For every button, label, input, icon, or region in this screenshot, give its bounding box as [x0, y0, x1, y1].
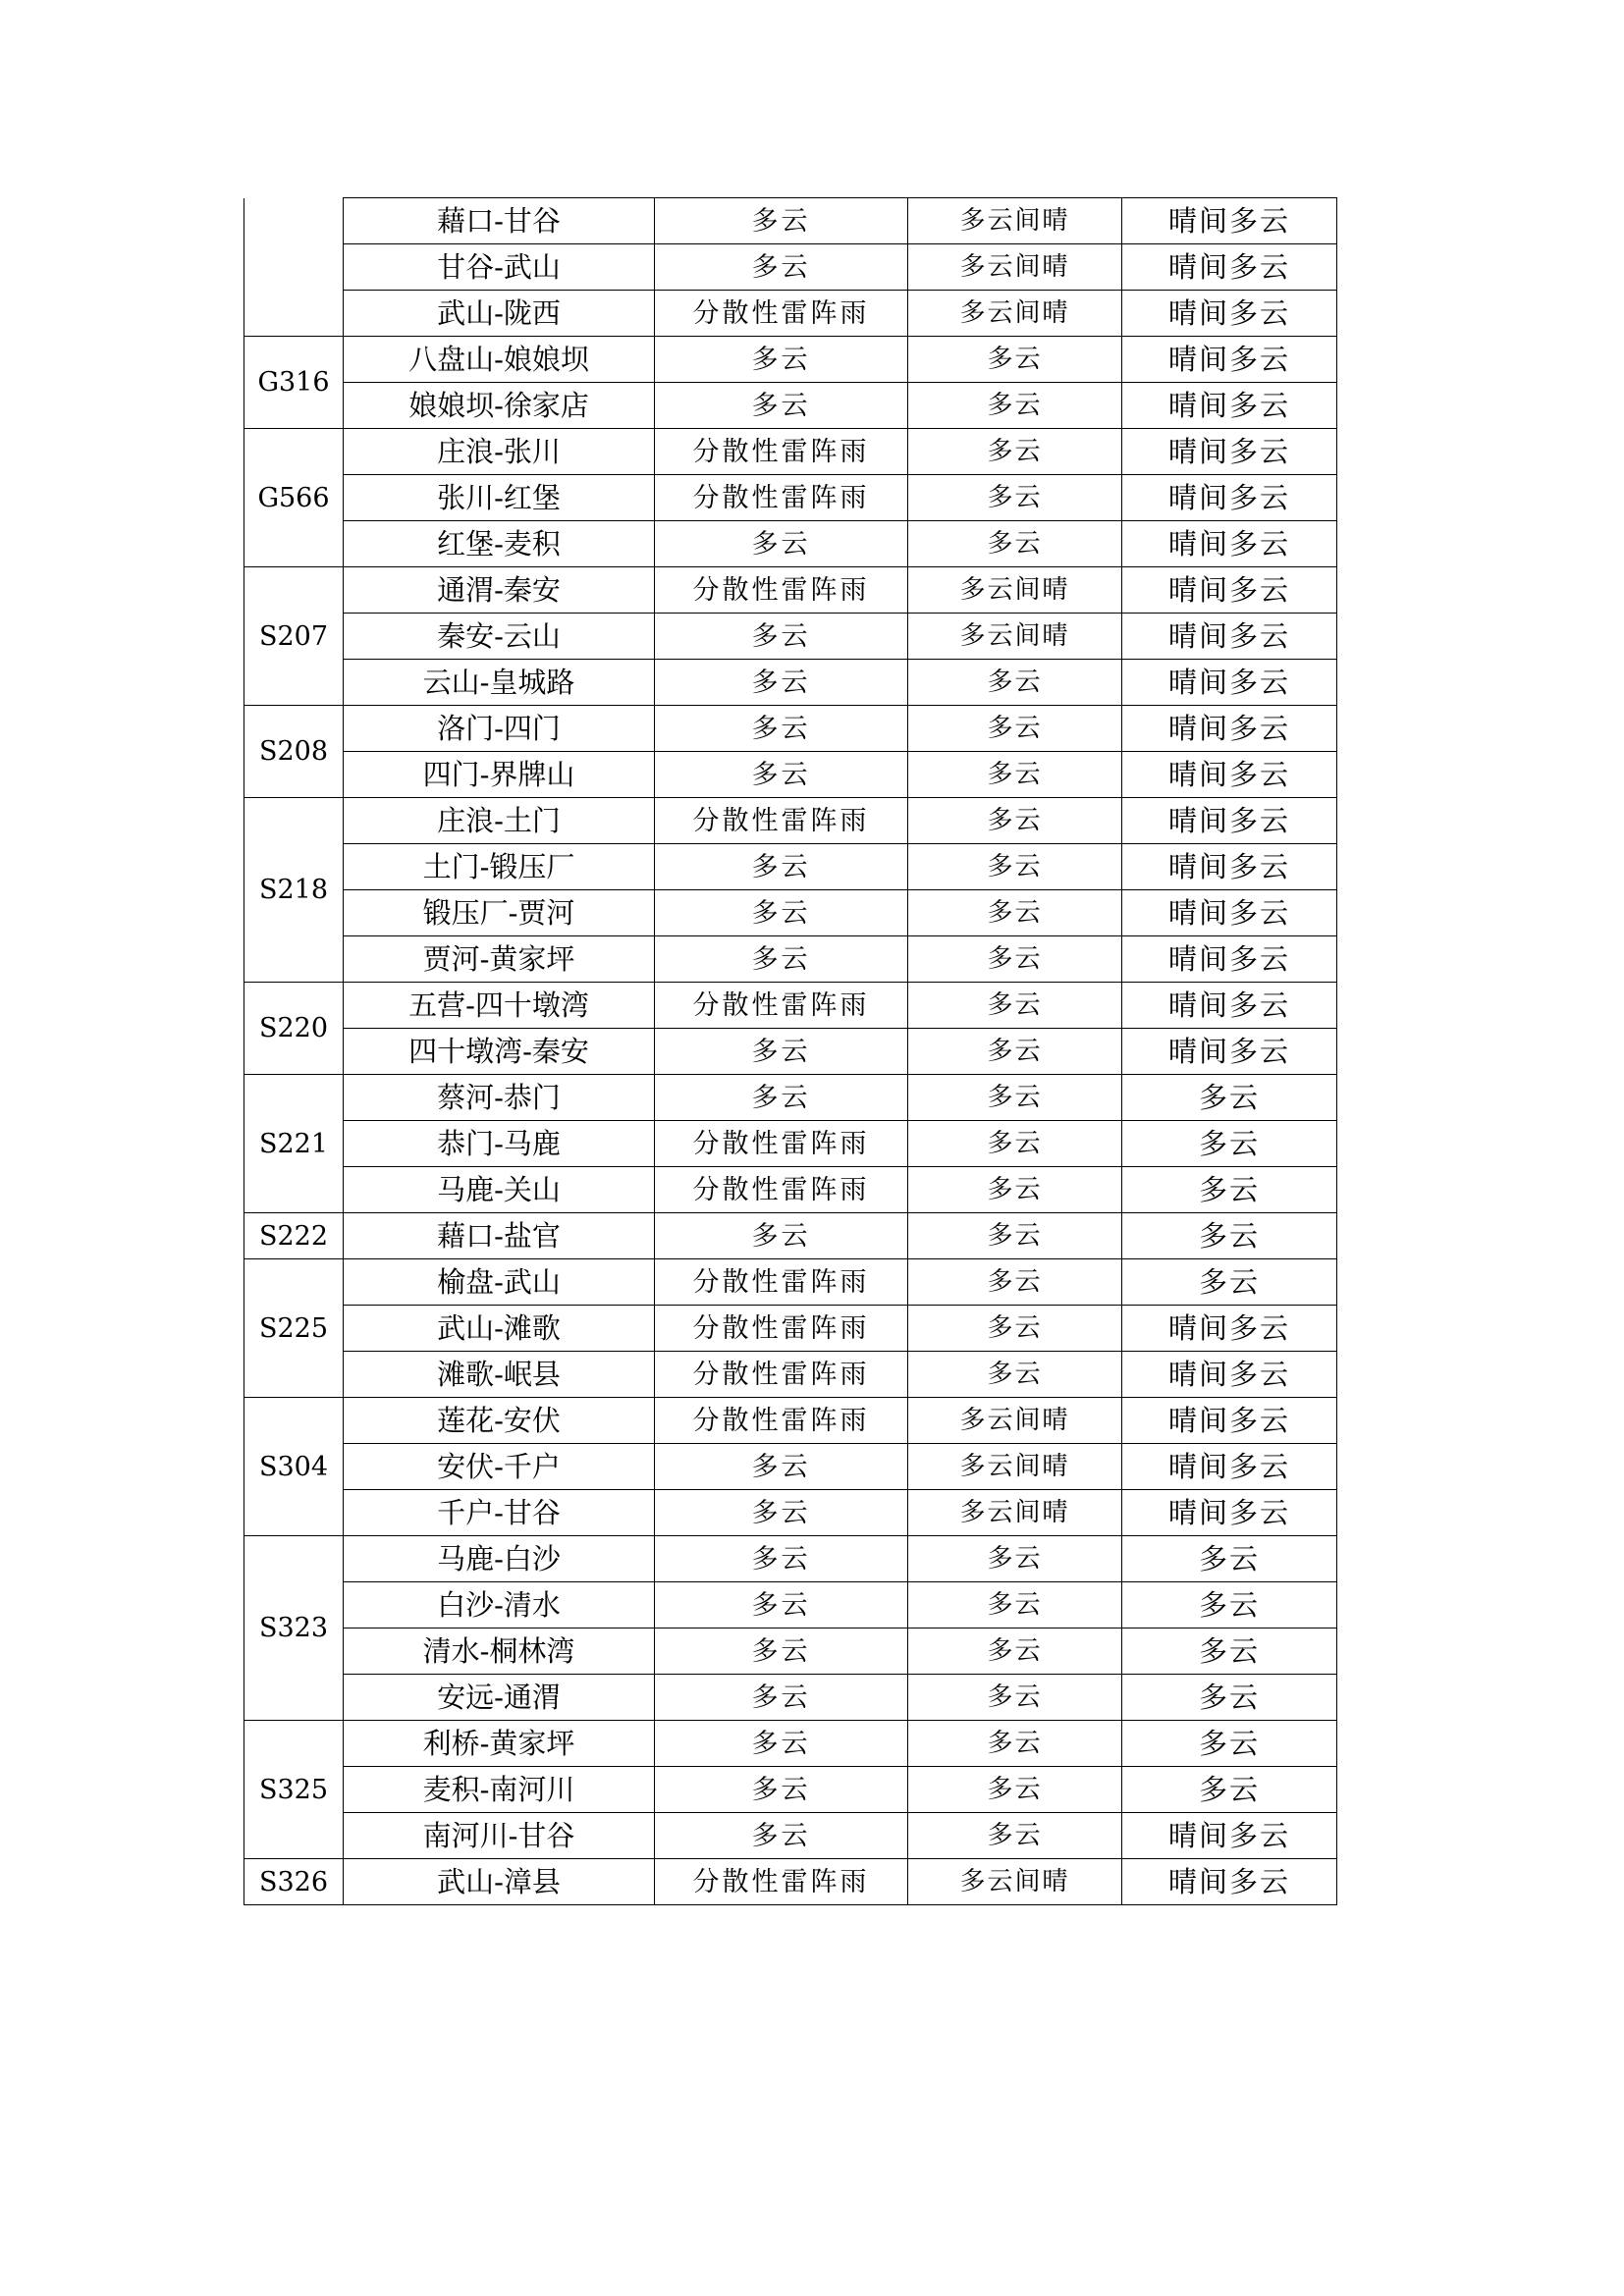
table-row — [244, 614, 1337, 660]
table-row — [244, 798, 1337, 844]
segment-cell: 庄浪-土门 — [344, 798, 655, 844]
table-row — [244, 890, 1337, 936]
weather-period-1-cell: 分散性雷阵雨 — [655, 1121, 908, 1167]
weather-period-2-cell: 多云 — [908, 1075, 1122, 1121]
road-code-cell: S326 — [244, 1859, 344, 1905]
weather-period-1-cell: 多云 — [655, 1029, 908, 1075]
weather-period-2-cell: 多云间晴 — [908, 1398, 1122, 1444]
weather-period-3-cell: 晴间多云 — [1122, 244, 1337, 291]
weather-period-2-cell: 多云 — [908, 1675, 1122, 1721]
weather-period-2-cell: 多云 — [908, 1767, 1122, 1813]
segment-cell: 贾河-黄家坪 — [344, 936, 655, 983]
weather-period-2-cell: 多云 — [908, 983, 1122, 1029]
weather-period-1-cell: 多云 — [655, 383, 908, 429]
weather-period-2-cell: 多云间晴 — [908, 1444, 1122, 1490]
segment-cell: 麦积-南河川 — [344, 1767, 655, 1813]
weather-period-3-cell: 晴间多云 — [1122, 1306, 1337, 1352]
weather-period-3-cell: 晴间多云 — [1122, 1398, 1337, 1444]
weather-period-2-cell: 多云 — [908, 936, 1122, 983]
weather-period-2-cell: 多云 — [908, 1121, 1122, 1167]
weather-period-1-cell: 多云 — [655, 244, 908, 291]
segment-cell: 土门-锻压厂 — [344, 844, 655, 890]
weather-period-2-cell: 多云间晴 — [908, 244, 1122, 291]
weather-period-2-cell: 多云 — [908, 798, 1122, 844]
road-code-cell: S225 — [244, 1259, 344, 1398]
road-code-cell: S220 — [244, 983, 344, 1075]
table-row — [244, 1721, 1337, 1767]
weather-period-2-cell: 多云 — [908, 1813, 1122, 1859]
weather-period-3-cell: 晴间多云 — [1122, 890, 1337, 936]
table-row — [244, 475, 1337, 521]
weather-period-3-cell: 晴间多云 — [1122, 567, 1337, 614]
road-code-cell: S208 — [244, 706, 344, 798]
weather-period-3-cell: 晴间多云 — [1122, 521, 1337, 567]
weather-period-1-cell: 分散性雷阵雨 — [655, 291, 908, 337]
table-row — [244, 1629, 1337, 1675]
weather-period-2-cell: 多云 — [908, 1352, 1122, 1398]
weather-period-3-cell: 晴间多云 — [1122, 337, 1337, 383]
table-row — [244, 1582, 1337, 1629]
table-row — [244, 1259, 1337, 1306]
table-row — [244, 1767, 1337, 1813]
weather-period-1-cell: 多云 — [655, 614, 908, 660]
weather-period-1-cell: 分散性雷阵雨 — [655, 567, 908, 614]
segment-cell: 五营-四十墩湾 — [344, 983, 655, 1029]
weather-period-1-cell: 分散性雷阵雨 — [655, 1306, 908, 1352]
table-row — [244, 1813, 1337, 1859]
weather-period-1-cell: 分散性雷阵雨 — [655, 1859, 908, 1905]
road-code-cell: S218 — [244, 798, 344, 983]
table-row — [244, 337, 1337, 383]
weather-period-2-cell: 多云 — [908, 706, 1122, 752]
weather-period-1-cell: 多云 — [655, 337, 908, 383]
weather-period-2-cell: 多云 — [908, 383, 1122, 429]
weather-period-2-cell: 多云间晴 — [908, 614, 1122, 660]
segment-cell: 清水-桐林湾 — [344, 1629, 655, 1675]
road-code-cell: S207 — [244, 567, 344, 706]
weather-period-3-cell: 多云 — [1122, 1259, 1337, 1306]
segment-cell: 四门-界牌山 — [344, 752, 655, 798]
weather-period-3-cell: 多云 — [1122, 1075, 1337, 1121]
segment-cell: 武山-滩歌 — [344, 1306, 655, 1352]
table-row — [244, 383, 1337, 429]
road-weather-table — [244, 197, 1337, 1905]
weather-period-1-cell: 多云 — [655, 1813, 908, 1859]
weather-period-2-cell: 多云 — [908, 1536, 1122, 1582]
weather-period-3-cell: 晴间多云 — [1122, 936, 1337, 983]
segment-cell: 洛门-四门 — [344, 706, 655, 752]
weather-period-1-cell: 多云 — [655, 198, 908, 244]
segment-cell: 红堡-麦积 — [344, 521, 655, 567]
weather-period-1-cell: 多云 — [655, 1213, 908, 1259]
road-code-cell: S323 — [244, 1536, 344, 1721]
weather-period-3-cell: 晴间多云 — [1122, 383, 1337, 429]
weather-period-2-cell: 多云 — [908, 1306, 1122, 1352]
table-row — [244, 567, 1337, 614]
weather-period-2-cell: 多云 — [908, 521, 1122, 567]
segment-cell: 武山-漳县 — [344, 1859, 655, 1905]
weather-period-3-cell: 多云 — [1122, 1721, 1337, 1767]
segment-cell: 榆盘-武山 — [344, 1259, 655, 1306]
weather-period-3-cell: 晴间多云 — [1122, 1490, 1337, 1536]
weather-period-3-cell: 晴间多云 — [1122, 614, 1337, 660]
table-row — [244, 291, 1337, 337]
segment-cell: 安远-通渭 — [344, 1675, 655, 1721]
weather-period-3-cell: 晴间多云 — [1122, 429, 1337, 475]
road-code-cell: S221 — [244, 1075, 344, 1213]
weather-period-3-cell: 晴间多云 — [1122, 1352, 1337, 1398]
road-code-cell: S304 — [244, 1398, 344, 1536]
segment-cell: 秦安-云山 — [344, 614, 655, 660]
table-row — [244, 1167, 1337, 1213]
weather-period-2-cell: 多云 — [908, 844, 1122, 890]
segment-cell: 恭门-马鹿 — [344, 1121, 655, 1167]
table-row — [244, 983, 1337, 1029]
segment-cell: 八盘山-娘娘坝 — [344, 337, 655, 383]
segment-cell: 庄浪-张川 — [344, 429, 655, 475]
segment-cell: 藉口-甘谷 — [344, 198, 655, 244]
weather-period-3-cell: 多云 — [1122, 1582, 1337, 1629]
segment-cell: 锻压厂-贾河 — [344, 890, 655, 936]
weather-period-3-cell: 多云 — [1122, 1767, 1337, 1813]
weather-period-2-cell: 多云 — [908, 1721, 1122, 1767]
weather-period-1-cell: 多云 — [655, 1675, 908, 1721]
table-row — [244, 1536, 1337, 1582]
table-row — [244, 1075, 1337, 1121]
table-row — [244, 844, 1337, 890]
segment-cell: 武山-陇西 — [344, 291, 655, 337]
table-row — [244, 1859, 1337, 1905]
segment-cell: 四十墩湾-秦安 — [344, 1029, 655, 1075]
table-row — [244, 706, 1337, 752]
table-row — [244, 1306, 1337, 1352]
weather-period-1-cell: 多云 — [655, 660, 908, 706]
weather-period-1-cell: 多云 — [655, 1444, 908, 1490]
road-code-cell: S222 — [244, 1213, 344, 1259]
weather-period-3-cell: 晴间多云 — [1122, 844, 1337, 890]
weather-period-3-cell: 晴间多云 — [1122, 660, 1337, 706]
weather-period-3-cell: 晴间多云 — [1122, 475, 1337, 521]
weather-period-3-cell: 晴间多云 — [1122, 706, 1337, 752]
weather-period-1-cell: 多云 — [655, 1490, 908, 1536]
weather-period-3-cell: 晴间多云 — [1122, 1859, 1337, 1905]
weather-period-2-cell: 多云 — [908, 337, 1122, 383]
weather-period-1-cell: 多云 — [655, 752, 908, 798]
segment-cell: 云山-皇城路 — [344, 660, 655, 706]
segment-cell: 娘娘坝-徐家店 — [344, 383, 655, 429]
road-code-cell — [244, 198, 344, 337]
weather-period-2-cell: 多云 — [908, 475, 1122, 521]
weather-period-1-cell: 多云 — [655, 1767, 908, 1813]
weather-period-2-cell: 多云 — [908, 752, 1122, 798]
weather-period-1-cell: 多云 — [655, 1536, 908, 1582]
segment-cell: 滩歌-岷县 — [344, 1352, 655, 1398]
weather-period-3-cell: 晴间多云 — [1122, 1029, 1337, 1075]
weather-period-1-cell: 分散性雷阵雨 — [655, 475, 908, 521]
weather-period-2-cell: 多云间晴 — [908, 1859, 1122, 1905]
table-row — [244, 1675, 1337, 1721]
weather-period-1-cell: 分散性雷阵雨 — [655, 1259, 908, 1306]
weather-period-1-cell: 分散性雷阵雨 — [655, 1167, 908, 1213]
segment-cell: 莲花-安伏 — [344, 1398, 655, 1444]
weather-period-2-cell: 多云 — [908, 1582, 1122, 1629]
table-row — [244, 429, 1337, 475]
weather-period-3-cell: 多云 — [1122, 1536, 1337, 1582]
weather-period-3-cell: 晴间多云 — [1122, 291, 1337, 337]
weather-period-1-cell: 多云 — [655, 1075, 908, 1121]
weather-period-1-cell: 分散性雷阵雨 — [655, 429, 908, 475]
weather-period-1-cell: 多云 — [655, 936, 908, 983]
table-row — [244, 521, 1337, 567]
table-row — [244, 936, 1337, 983]
weather-period-2-cell: 多云 — [908, 1259, 1122, 1306]
weather-period-3-cell: 多云 — [1122, 1213, 1337, 1259]
segment-cell: 藉口-盐官 — [344, 1213, 655, 1259]
segment-cell: 甘谷-武山 — [344, 244, 655, 291]
weather-period-3-cell: 多云 — [1122, 1167, 1337, 1213]
table-row — [244, 660, 1337, 706]
weather-period-1-cell: 多云 — [655, 521, 908, 567]
segment-cell: 南河川-甘谷 — [344, 1813, 655, 1859]
segment-cell: 利桥-黄家坪 — [344, 1721, 655, 1767]
table-row — [244, 1029, 1337, 1075]
weather-period-2-cell: 多云 — [908, 1213, 1122, 1259]
road-weather-table-body — [244, 198, 1337, 1905]
segment-cell: 白沙-清水 — [344, 1582, 655, 1629]
weather-period-3-cell: 晴间多云 — [1122, 983, 1337, 1029]
segment-cell: 张川-红堡 — [344, 475, 655, 521]
weather-period-2-cell: 多云 — [908, 429, 1122, 475]
weather-period-2-cell: 多云间晴 — [908, 1490, 1122, 1536]
segment-cell: 安伏-千户 — [344, 1444, 655, 1490]
weather-period-3-cell: 晴间多云 — [1122, 1813, 1337, 1859]
weather-period-3-cell: 晴间多云 — [1122, 198, 1337, 244]
weather-period-2-cell: 多云间晴 — [908, 291, 1122, 337]
segment-cell: 马鹿-白沙 — [344, 1536, 655, 1582]
weather-period-2-cell: 多云 — [908, 890, 1122, 936]
weather-period-1-cell: 多云 — [655, 1629, 908, 1675]
table-row — [244, 244, 1337, 291]
weather-period-3-cell: 多云 — [1122, 1629, 1337, 1675]
table-row — [244, 1444, 1337, 1490]
weather-period-3-cell: 晴间多云 — [1122, 798, 1337, 844]
segment-cell: 通渭-秦安 — [344, 567, 655, 614]
weather-period-1-cell: 多云 — [655, 1582, 908, 1629]
weather-period-1-cell: 分散性雷阵雨 — [655, 1398, 908, 1444]
weather-period-2-cell: 多云间晴 — [908, 198, 1122, 244]
weather-period-1-cell: 分散性雷阵雨 — [655, 798, 908, 844]
table-row — [244, 1398, 1337, 1444]
weather-period-2-cell: 多云 — [908, 1029, 1122, 1075]
weather-period-2-cell: 多云间晴 — [908, 567, 1122, 614]
road-code-cell: S325 — [244, 1721, 344, 1859]
table-row — [244, 752, 1337, 798]
segment-cell: 蔡河-恭门 — [344, 1075, 655, 1121]
weather-period-1-cell: 分散性雷阵雨 — [655, 983, 908, 1029]
weather-period-3-cell: 多云 — [1122, 1675, 1337, 1721]
road-code-cell: G316 — [244, 337, 344, 429]
weather-period-3-cell: 晴间多云 — [1122, 752, 1337, 798]
segment-cell: 马鹿-关山 — [344, 1167, 655, 1213]
weather-period-1-cell: 多云 — [655, 706, 908, 752]
weather-period-1-cell: 多云 — [655, 1721, 908, 1767]
weather-period-3-cell: 晴间多云 — [1122, 1444, 1337, 1490]
weather-period-2-cell: 多云 — [908, 1167, 1122, 1213]
table-row — [244, 198, 1337, 244]
weather-period-2-cell: 多云 — [908, 660, 1122, 706]
table-row — [244, 1490, 1337, 1536]
weather-period-1-cell: 多云 — [655, 890, 908, 936]
weather-period-1-cell: 分散性雷阵雨 — [655, 1352, 908, 1398]
weather-period-3-cell: 多云 — [1122, 1121, 1337, 1167]
weather-period-1-cell: 多云 — [655, 844, 908, 890]
segment-cell: 千户-甘谷 — [344, 1490, 655, 1536]
table-row — [244, 1213, 1337, 1259]
table-row — [244, 1352, 1337, 1398]
table-row — [244, 1121, 1337, 1167]
weather-period-2-cell: 多云 — [908, 1629, 1122, 1675]
road-code-cell: G566 — [244, 429, 344, 567]
